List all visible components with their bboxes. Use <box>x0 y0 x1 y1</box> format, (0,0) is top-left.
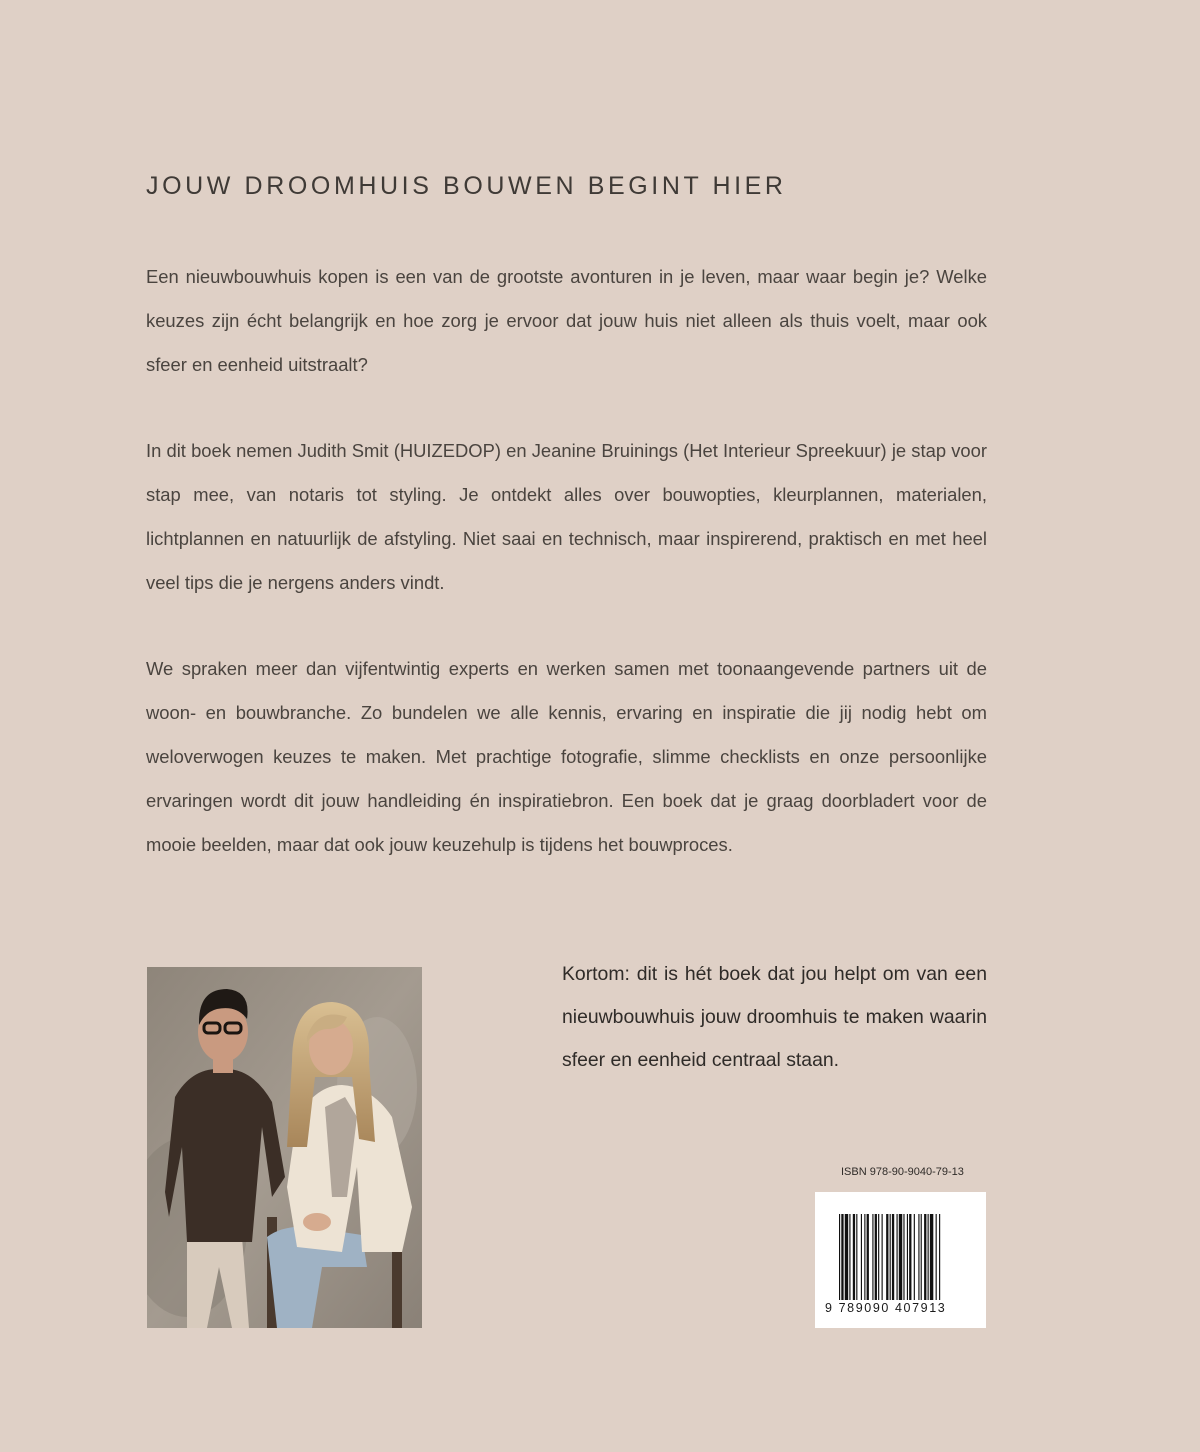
barcode-bar <box>930 1214 933 1300</box>
summary-text: Kortom: dit is hét boek dat jou helpt om van een nieuwbouwhuis jouw droomhuis te maken waarin sfeer en eenheid centraal staan. <box>562 963 987 1071</box>
barcode-bar <box>897 1214 898 1300</box>
barcode-bar <box>918 1214 919 1300</box>
barcode-bar <box>875 1214 877 1300</box>
authors-photo <box>147 967 422 1328</box>
barcode-bar <box>845 1214 848 1300</box>
barcode-bar <box>936 1214 937 1300</box>
cover-heading: JOUW DROOMHUIS BOUWEN BEGINT HIER <box>146 172 787 200</box>
barcode-bar <box>939 1214 940 1300</box>
experts-paragraph: We spraken meer dan vijfentwintig experts en werken samen met toonaangevende partners uit de woon- en bouwbranche. Zo bundelen we alle kennis, ervaring en inspiratie die jij nodig hebt om weloverwogen keuzes te maken. Met prachtige fotografie, slimme checklists en onze persoonlijke ervaringen wordt dit jouw handleiding én inspiratiebron. Een boek dat je graag doorbladert voor de mooie beelden, maar dat ook jouw keuzehulp is tijdens het bouwproces. <box>146 658 987 855</box>
barcode-bar <box>864 1214 865 1300</box>
barcode-bar <box>914 1214 915 1300</box>
barcode-bar <box>890 1214 891 1300</box>
barcode <box>815 1192 986 1328</box>
authors-paragraph: In dit boek nemen Judith Smit (HUIZEDOP) en Jeanine Bruinings (Het Interieur Spreekuur) je stap voor stap mee, van notaris tot styling. Je ontdekt alles over bouwopties, kleurplannen, materialen, lichtplannen en natuurlijk de afstyling. Niet saai en technisch, maar inspirerend, praktisch en met heel veel tips die je nergens anders vindt. <box>146 440 987 593</box>
barcode-bar <box>892 1214 894 1300</box>
barcode-bar <box>841 1214 843 1300</box>
barcode-bar <box>928 1214 929 1300</box>
barcode-bar <box>903 1214 904 1300</box>
intro-paragraph: Een nieuwbouwhuis kopen is een van de grootste avonturen in je leven, maar waar begin je? Welke keuzes zijn écht belangrijk en hoe zorg je ervoor dat jouw huis niet alleen als thuis voelt, maar ook sfeer en eenheid uitstraalt? <box>146 266 987 375</box>
barcode-bar <box>861 1214 862 1300</box>
barcode-bar <box>878 1214 879 1300</box>
barcode-bar <box>907 1214 908 1300</box>
barcode-bar <box>867 1214 869 1300</box>
barcode-bar <box>853 1214 855 1300</box>
barcode-bar <box>849 1214 850 1300</box>
barcode-bar <box>899 1214 902 1300</box>
barcode-bar <box>886 1214 888 1300</box>
barcode-bar <box>839 1214 840 1300</box>
isbn-label: ISBN 978-90-9040-79-13 <box>841 1166 964 1178</box>
barcode-bar <box>872 1214 873 1300</box>
barcode-bar <box>921 1214 922 1300</box>
barcode-bar <box>924 1214 926 1300</box>
barcode-bar <box>882 1214 883 1300</box>
barcode-bar <box>856 1214 857 1300</box>
barcode-digits: 9 789090 407913 <box>825 1301 947 1315</box>
barcode-bar <box>909 1214 911 1300</box>
